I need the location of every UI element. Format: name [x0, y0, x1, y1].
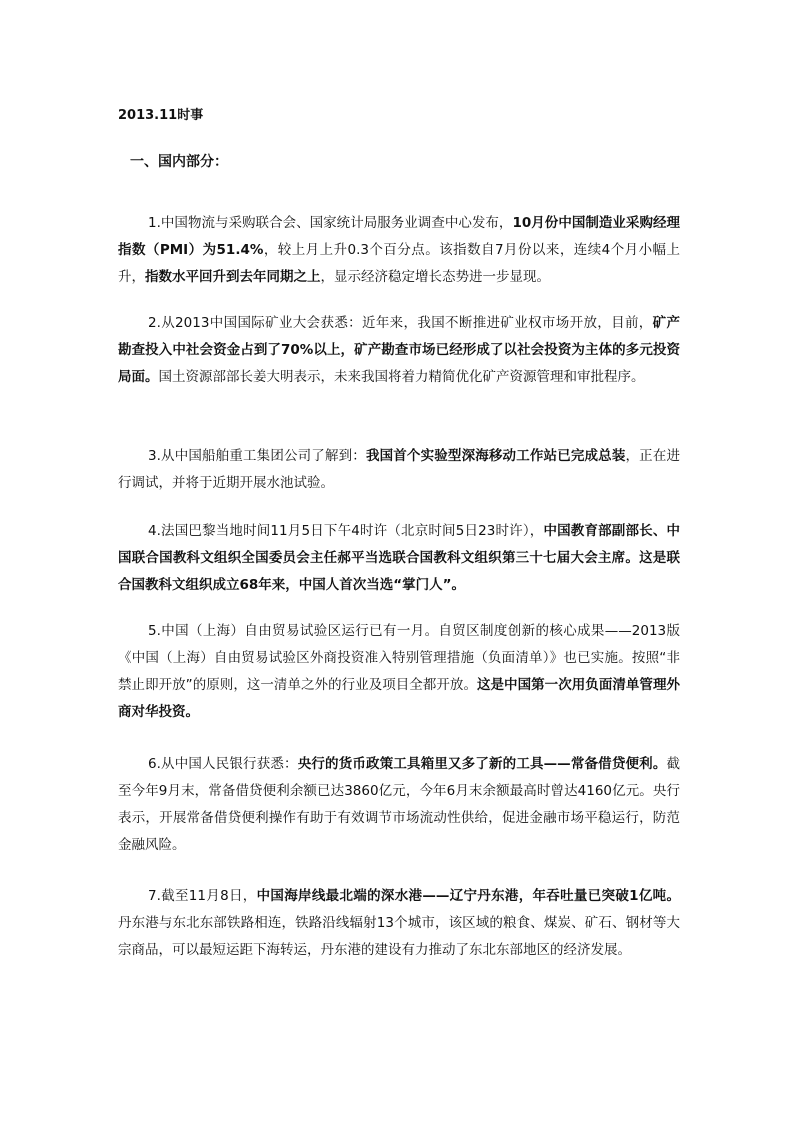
paragraph-text: 丹东港与东北东部铁路相连，铁路沿线辐射13个城市，该区域的粮食、煤炭、矿石、钢材等大宗商品，可以最短运距下海转运，丹东港的建设有力推动了东北东部地区的经济发展。	[118, 914, 680, 958]
news-paragraph	[118, 310, 680, 391]
emphasized-text: 中国教育部副部长、中国联合国教科文组织全国委员会主任郝平当选联合国教科文组织第三十七届大会主席。这是联合国教科文组织成立68年来，中国人首次当选“掌门人”。	[118, 522, 680, 593]
section-heading: 一、国内部分：	[130, 154, 228, 170]
news-paragraph	[118, 618, 680, 726]
news-paragraph	[118, 210, 680, 291]
paragraph-text: 国土资源部部长姜大明表示，未来我国将着力精简优化矿产资源管理和审批程序。	[158, 368, 645, 385]
emphasized-text: 这是中国第一次用负面清单管理外商对华投资。	[118, 676, 680, 720]
emphasized-text: 中国海岸线最北端的深水港——辽宁丹东港，年吞吐量已突破1亿吨。	[256, 887, 680, 904]
paragraph-text: 3.从中国船舶重工集团公司了解到：	[148, 447, 366, 464]
emphasized-text: 指数水平回升到去年同期之上	[145, 268, 321, 285]
paragraph-text: 截至今年9月末，常备借贷便利余额已达3860亿元，今年6月末余额最高时曾达4160亿元。央行表示，开展常备借贷便利操作有助于有效调节市场流动性供给，促进金融市场平稳运行，防范金融风险。	[118, 755, 680, 853]
paragraph-text: ，较上月上升0.3个百分点。该指数自7月份以来，连续4个月小幅上升，	[118, 241, 681, 285]
emphasized-text: 10月份中国制造业采购经理指数（PMI）为51.4%	[118, 214, 680, 258]
emphasized-text: 我国首个实验型深海移动工作站已完成总装	[365, 447, 626, 464]
paragraph-text: 2.从2013中国国际矿业大会获悉：近年来，我国不断推进矿业权市场开放，目前，	[148, 314, 653, 331]
document-title: 2013.11时事	[118, 108, 204, 123]
paragraph-text: 4.法国巴黎当地时间11月5日下午4时许（北京时间5日23时许），	[148, 522, 544, 539]
emphasized-text: 矿产勘查投入中社会资金占到了70%以上，矿产勘查市场已经形成了以社会投资为主体的多元投资局面。	[118, 314, 680, 385]
paragraph-text: 1.中国物流与采购联合会、国家统计局服务业调查中心发布，	[148, 214, 513, 231]
news-paragraph	[118, 443, 680, 497]
paragraph-text: ，显示经济稳定增长态势进一步显现。	[320, 268, 550, 285]
news-paragraph	[118, 518, 680, 599]
emphasized-text: 央行的货币政策工具箱里又多了新的工具——常备借贷便利。	[297, 755, 667, 772]
paragraph-text: 6.从中国人民银行获悉：	[148, 755, 298, 772]
paragraph-text: 5.中国（上海）自由贸易试验区运行已有一月。自贸区制度创新的核心成果——2013版《中国（上海）自由贸易试验区外商投资准入特别管理措施（负面清单）》也已实施。按照“非禁止即开放”的原则，这一清单之外的行业及项目全都开放。	[118, 622, 680, 693]
paragraph-text: 7.截至11月8日，	[148, 887, 257, 904]
news-paragraph	[118, 883, 680, 964]
news-paragraph	[118, 751, 680, 859]
paragraph-text: ，正在进行调试，并将于近期开展水池试验。	[118, 447, 680, 491]
